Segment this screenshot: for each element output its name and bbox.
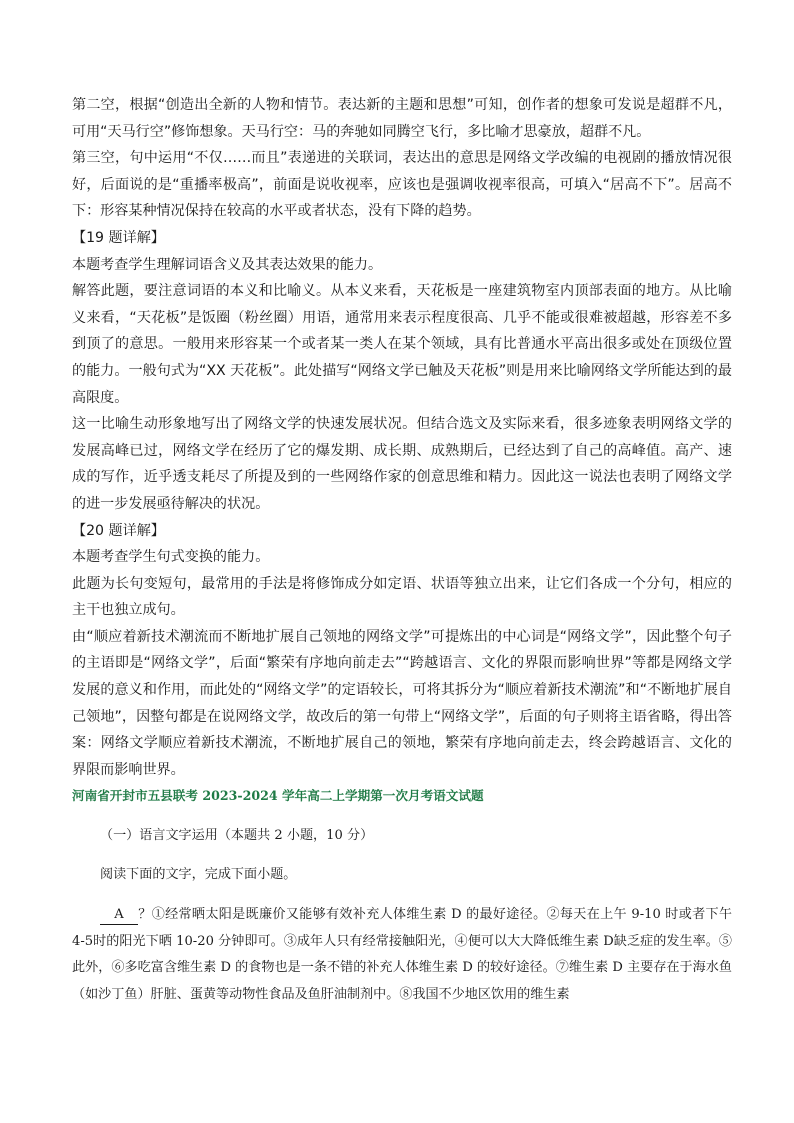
paragraph-q20-intro: 本题考查学生句式变换的能力。 — [72, 549, 270, 566]
section-language-use: （一）语言文字运用（本题共 2 小题，10 分） — [100, 827, 374, 843]
paragraph-blank-3: 第三空，句中运用“不仅……而且”表递进的关联词，表达出的意思是网络文学改编的电视剧的播放情况很好，后面说的是“重播率极高”，前面是说收视率，应该也是强调收视率很高，可填入“居高不下”。居高不下：形容某种情况保持在较高的水平或者状态，没有下降的趋势。 — [72, 150, 732, 220]
paragraph-q19-analysis: 这一比喻生动形象地写出了网络文学的快速发展状况。但结合选文及实际来看，很多迹象表明网络文学的发展高峰已过，网络文学在经历了它的爆发期、成长期、成熟期后，已经达到了自己的高峰值。高产、速成的写作，近乎透支耗尽了所提及到的一些网络作家的创意思维和精力。因此这一说法也表明了网络文学的进一步发展亟待解决的状况。 — [72, 416, 732, 512]
document-page — [72, 92, 732, 1008]
passage-text: ？①经常晒太阳是既廉价又能够有效补充人体维生素 D 的最好途径。②每天在上午 9-10 时或者下午 4-5时的阳光下晒 10-20 分钟即可。③成年人只有经常接触阳光，④便可以大大降低维生素 D缺乏症的发生率。⑤此外，⑥多吃富含维生素 D 的食物也是一条不错的补充人体维生素 D 的较好途径。⑦维生素 D 主要存在于海水鱼（如沙丁鱼）肝脏、蛋黄等动物性食品及鱼肝油制剂中。⑧我国不少地区饮用的维生素 — [72, 906, 732, 1002]
section-heading-20: 【20 题详解】 — [72, 522, 165, 539]
section-heading-19: 【19 题详解】 — [72, 229, 165, 246]
paragraph-q19-intro: 本题考查学生理解词语含义及其表达效果的能力。 — [72, 256, 383, 273]
reading-passage — [72, 902, 732, 1008]
blank-a: A — [100, 906, 138, 925]
paragraph-q19-answer: 解答此题，要注意词语的本义和比喻义。从本义来看，天花板是一座建筑物室内顶部表面的地方。从比喻义来看，“天花板”是饭圈（粉丝圈）用语，通常用来表示程度很高、几乎不能或很难被超越，形容差不多到顶了的意思。一般用来形容某一个或者某一类人在某个领域，具有比普通水平高出很多或处在顶级位置的能力。一般句式为“XX 天花板”。此处描写“网络文学已触及天花板”则是用来比喻网络文学所能达到的最高限度。 — [72, 283, 732, 406]
paragraph-q20-method: 此题为长句变短句，最常用的手法是将修饰成分如定语、状语等独立出来，让它们各成一个分句，相应的主干也独立成句。 — [72, 575, 732, 619]
reading-instruction: 阅读下面的文字，完成下面小题。 — [100, 867, 297, 883]
paragraph-q20-answer: 由“顺应着新技术潮流而不断地扩展自己领地的网络文学”可提炼出的中心词是“网络文学”，因此整个句子的主语即是“网络文学”，后面“繁荣有序地向前走去”“跨越语言、文化的界限而影响世界”等都是网络文学发展的意义和作用，而此处的“网络文学”的定语较长，可将其拆分为“顺应着新技术潮流”和“不断地扩展自己领地”，因整句都是在说网络文学，故改后的第一句带上“网络文学”，后面的句子则将主语省略，得出答案：网络文学顺应着新技术潮流，不断地扩展自己的领地，繁荣有序地向前走去，终会跨越语言、文化的界限而影响世界。 — [72, 628, 732, 778]
exam-source-title: 河南省开封市五县联考 2023-2024 学年高二上学期第一次月考语文试题 — [72, 788, 484, 804]
paragraph-blank-2: 第二空，根据“创造出全新的人物和情节。表达新的主题和思想”可知，创作者的想象可发说是超群不凡，可用“天马行空”修饰想象。天马行空：马的奔驰如同腾空飞行，多比喻才思豪放，超群不凡。 — [72, 97, 732, 140]
